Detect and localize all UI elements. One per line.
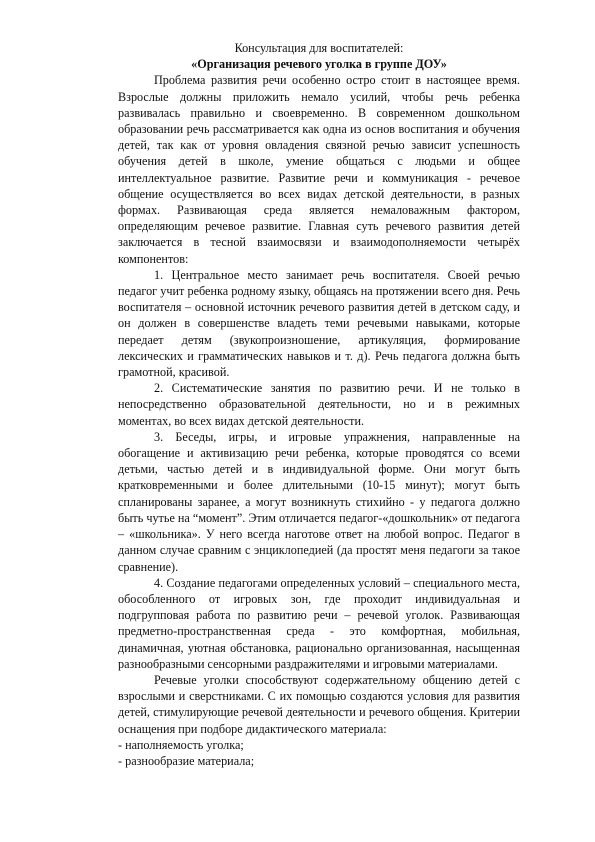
paragraph-speech-corners: Речевые уголки способствуют содержательному общению детей с взрослыми и сверстниками. С их помощью создаются условия для развития детей, стимулирующие речевой деятельности и речевого общения. Критерии оснащения при подборе дидактического материала:	[118, 672, 520, 736]
list-item-fullness: - наполняемость уголка;	[118, 737, 244, 752]
document-subtitle: «Организация речевого уголка в группе ДОУ»	[191, 57, 447, 72]
paragraph-intro: Проблема развития речи особенно остро стоит в настоящее время. Взрослые должны приложить немало усилий, чтобы речь ребенка развивалась правильно и своевременно. В современном дошкольном образовании речь рассматривается как одна из основ воспитания и обучения детей, так как от уровня овладения связной речью зависит успешность обучения детей в школе, умение общаться с людьми и общее интеллектуальное развитие. Развитие речи и коммуникация - речевое общение осуществляется во всех видах детской деятельности, в разных формах. Развивающая среда является немаловажным фактором, определяющим речевое развитие. Главная суть речевого развития детей заключается в тесной взаимосвязи и взаимодополняемости четырёх компонентов:	[118, 73, 520, 266]
document-title: Консультация для воспитателей:	[234, 41, 404, 55]
paragraph-item-4: 4. Создание педагогами определенных условий – специального места, обособленного от игровых зон, где проходит индивидуальная и подгрупповая работа по развитию речи – речевой уголок. Развивающая предметно-пространственная среда - это комфортная, мобильная, динамичная, уютная обстановка, рационально организованная, насыщенная разнообразными сенсорными раздражителями и игровыми материалами.	[118, 575, 520, 671]
paragraph-item-1: 1. Центральное место занимает речь воспитателя. Своей речью педагог учит ребенка родному языку, общаясь на протяжении всего дня. Речь воспитателя – основной источник речевого развития детей в детском саду, и он должен в совершенстве владеть теми речевыми навыками, которые передает детям (звукопроизношение, артикуляция, формирование лексических и грамматических навыков и т. д). Речь педагога должна быть грамотной, красивой.	[118, 267, 520, 380]
list-item-variety: - разнообразие материала;	[118, 753, 255, 768]
paragraph-item-3: 3. Беседы, игры, и игровые упражнения, направленные на обогащение и активизацию речи ребенка, которые проводятся со всеми детьми, частью детей и в индивидуальной форме. Они могут быть кратковременными и более длительными (10-15 минут); могут быть спланированы заранее, а могут возникнуть стихийно - у педагога должно быть чутье на “момент”. Этим отличается педагог-«дошкольник» от педагога – «школьника». У него всегда наготове ответ на любой вопрос. Педагог в данном случае сравним с энциклопедией (да простят меня педагоги за такое сравнение).	[118, 429, 520, 574]
paragraph-item-2: 2. Систематические занятия по развитию речи. И не только в непосредственно образовательной деятельности, но и в режимных моментах, во всех видах детской деятельности.	[118, 381, 520, 428]
document-body	[118, 40, 520, 769]
